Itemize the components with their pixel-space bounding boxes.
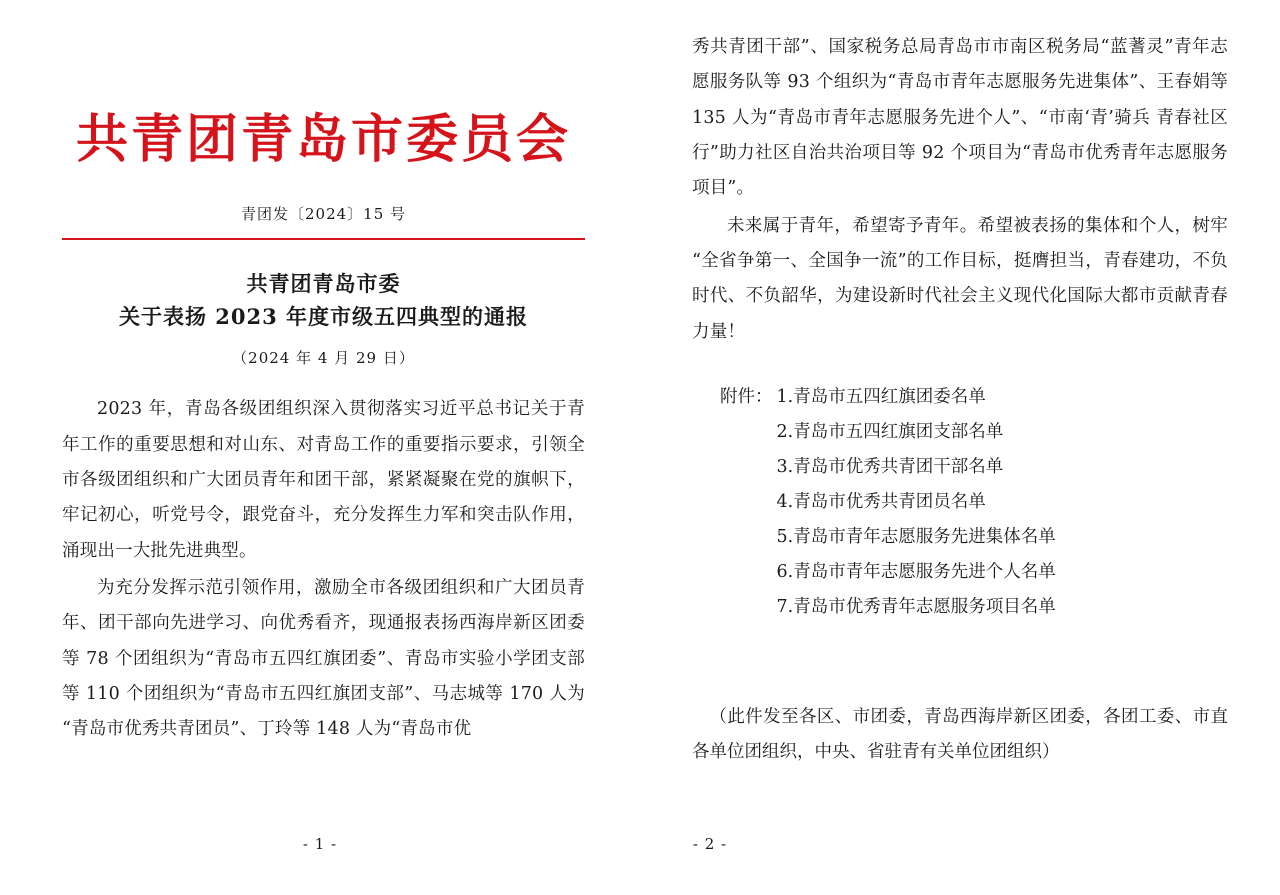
attachment-item: 7.青岛市优秀青年志愿服务项目名单 [776, 597, 1056, 618]
red-divider-rule [62, 238, 585, 240]
attachment-item: 2.青岛市五四红旗团支部名单 [776, 422, 1004, 443]
attachment-list [692, 380, 1228, 625]
distribution-note: （此件发至各区、市团委，青岛西海岸新区团委，各团工委、市直各单位团组织，中央、省驻青有关单位团组织） [692, 707, 1228, 762]
letterhead [62, 112, 585, 169]
attachment-item: 5.青岛市青年志愿服务先进集体名单 [776, 527, 1056, 548]
attachment-item: 1.青岛市五四红旗团委名单 [776, 387, 986, 408]
page-1-body [62, 392, 585, 747]
attachment-item: 4.青岛市优秀共青团员名单 [776, 492, 986, 513]
document-title-line-2: 关于表扬 2023 年度市级五四典型的通报 [118, 303, 529, 329]
document-page-2 [640, 0, 1280, 895]
document-date: （2024 年 4 月 29 日） [232, 349, 415, 368]
paragraph: 为充分发挥示范引领作用，激励全市各级团组织和广大团员青年、团干部向先进学习、向优秀看齐，现通报表扬西海岸新区团委等 78 个团组织为“青岛市五四红旗团委”、青岛市实验小学团支部等 110 个团组织为“青岛市五四红旗团支部”、马志城等 170 人为“青岛市优秀共青团员”、丁玲等 148 人为“青岛市优 [62, 578, 585, 740]
document-title-line-1: 共青团青岛市委 [246, 271, 401, 297]
paragraph: 未来属于青年，希望寄予青年。希望被表扬的集体和个人，树牢“全省争第一、全国争一流”的工作目标，挺膺担当，青春建功，不负时代、不负韶华，为建设新时代社会主义现代化国际大都市贡献青春力量！ [692, 215, 1228, 342]
letterhead-title: 共青团青岛市委员会 [75, 110, 571, 170]
document-title [62, 268, 585, 333]
page-number-left: - 1 - [302, 835, 338, 853]
attachment-label: 附件： [720, 387, 773, 408]
page-number-right: - 2 - [692, 835, 728, 853]
paragraph: 秀共青团干部”、国家税务总局青岛市市南区税务局“蓝蓍灵”青年志愿服务队等 93 个组织为“青岛市青年志愿服务先进集体”、王春娟等 135 人为“青岛市青年志愿服务先进个人”、“市南‘青’骑兵 青春社区行”助力社区自治共治项目等 92 个项目为“青岛市优秀青年志愿服务项目”。 [692, 37, 1228, 199]
attachment-item: 6.青岛市青年志愿服务先进个人名单 [776, 562, 1056, 583]
paragraph: 2023 年，青岛各级团组织深入贯彻落实习近平总书记关于青年工作的重要思想和对山东、对青岛工作的重要指示要求，引领全市各级团组织和广大团员青年和团干部，紧紧凝聚在党的旗帜下，牢记初心，听党号令，跟党奋斗，充分发挥生力军和突击队作用，涌现出一大批先进典型。 [62, 399, 585, 561]
attachment-item: 3.青岛市优秀共青团干部名单 [776, 457, 1004, 478]
page-2-body [692, 30, 1228, 350]
document-number: 青团发〔2024〕15 号 [240, 205, 407, 224]
